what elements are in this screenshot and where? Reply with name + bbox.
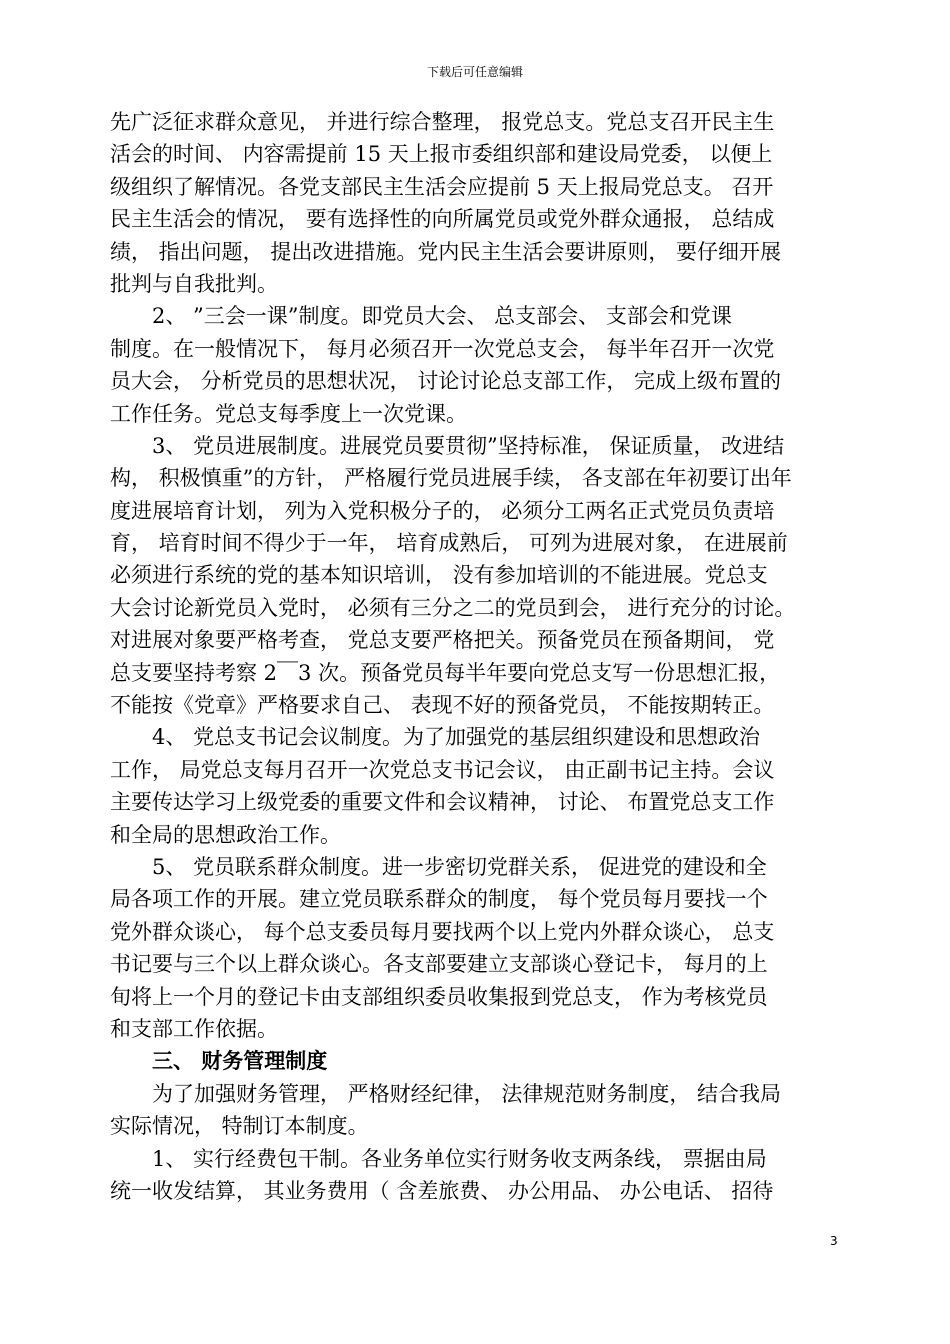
- body-text-line: 1、 实行经费包干制。各业务单位实行财务收支两条线， 票据由局: [152, 1146, 767, 1171]
- body-text-line: 为了加强财务管理， 严格财经纪律， 法律规范财务制度， 结合我局: [152, 1081, 782, 1106]
- section-heading: 三、 财务管理制度: [152, 1048, 328, 1074]
- body-text-line: 批判与自我批判。: [110, 271, 278, 296]
- body-text-line: 级组织了解情况。各党支部民主生活会应提前 5 天上报局党总支。 召开: [110, 174, 774, 199]
- body-text-line: 主要传达学习上级党委的重要文件和会议精神， 讨论、 布置党总支工作: [110, 790, 775, 815]
- body-text-line: 书记要与三个以上群众谈心。各支部要建立支部谈心登记卡， 每月的上: [110, 952, 768, 977]
- body-text-line: 实际情况， 特制订本制度。: [110, 1114, 369, 1139]
- body-text-line: 局各项工作的开展。建立党员联系群众的制度， 每个党员每月要找一个: [110, 887, 768, 912]
- body-text-line: 育， 培育时间不得少于一年， 培育成熟后， 可列为进展对象， 在进展前: [110, 531, 788, 556]
- body-text-line: 绩， 指出问题， 提出改进措施。党内民主生活会要讲原则， 要仔细开展: [110, 239, 782, 264]
- body-text-line: 度进展培育计划， 列为入党积极分子的， 必须分工两名正式党员负责培: [110, 498, 775, 523]
- body-text-line: 工作任务。党总支每季度上一次党课。: [110, 401, 467, 426]
- body-text-line: 活会的时间、 内容需提前 15 天上报市委组织部和建设局党委， 以便上: [110, 142, 773, 167]
- body-text-line: 对进展对象要严格考查， 党总支要严格把关。预备党员在预备期间， 党: [110, 628, 775, 653]
- body-text-line: 5、 党员联系群众制度。进一步密切党群关系， 促进党的建设和全: [152, 854, 767, 879]
- body-text-line: 4、 党总支书记会议制度。为了加强党的基层组织建设和思想政治: [152, 725, 761, 750]
- body-text-line: 工作， 局党总支每月召开一次党总支书记会议， 由正副书记主持。会议: [110, 757, 775, 782]
- body-text-line: 不能按《党章》严格要求自己、 表现不好的预备党员， 不能按期转正。: [110, 693, 775, 718]
- body-text-line: 大会讨论新党员入党时， 必须有三分之二的党员到会， 进行充分的讨论。: [110, 595, 796, 620]
- body-text-line: 和全局的思想政治工作。: [110, 822, 341, 847]
- body-text-line: 构， 积极慎重”的方针， 严格履行党员进展手续， 各支部在年初要订出年: [110, 466, 792, 491]
- body-text-line: 和支部工作依据。: [110, 1016, 278, 1041]
- body-text-line: 总支要坚持考察 2￣3 次。预备党员每半年要向党总支写一份思想汇报，: [110, 660, 781, 685]
- page-header: 下载后可任意编辑: [426, 65, 523, 79]
- body-text-line: 统一收发结算， 其业务费用（ 含差旅费、 办公用品、 办公电话、 招待: [110, 1178, 774, 1203]
- body-text-line: 党外群众谈心， 每个总支委员每月要找两个以上党内外群众谈心， 总支: [110, 919, 775, 944]
- body-text-line: 必须进行系统的党的基本知识培训， 没有参加培训的不能进展。党总支: [110, 563, 768, 588]
- body-text-line: 先广泛征求群众意见， 并进行综合整理， 报党总支。党总支召开民主生: [110, 110, 775, 134]
- body-text-line: 2、 ”三会一课”制度。即党员大会、 总支部会、 支部会和党课: [152, 304, 732, 329]
- body-text-line: 民主生活会的情况， 要有选择性的向所属党员或党外群众通报， 总结成: [110, 207, 775, 232]
- body-text-line: 旬将上一个月的登记卡由支部组织委员收集报到党总支， 作为考核党员: [110, 984, 768, 1009]
- document-body: [110, 106, 845, 1207]
- body-text-line: 制度。在一般情况下， 每月必须召开一次党总支会， 每半年召开一次党: [110, 336, 775, 361]
- page-number: 3: [830, 1234, 838, 1248]
- body-text-line: 3、 党员进展制度。进展党员要贯彻”坚持标准， 保证质量， 改进结: [152, 433, 785, 458]
- body-text-line: 员大会， 分析党员的思想状况， 讨论讨论总支部工作， 完成上级布置的: [110, 369, 782, 394]
